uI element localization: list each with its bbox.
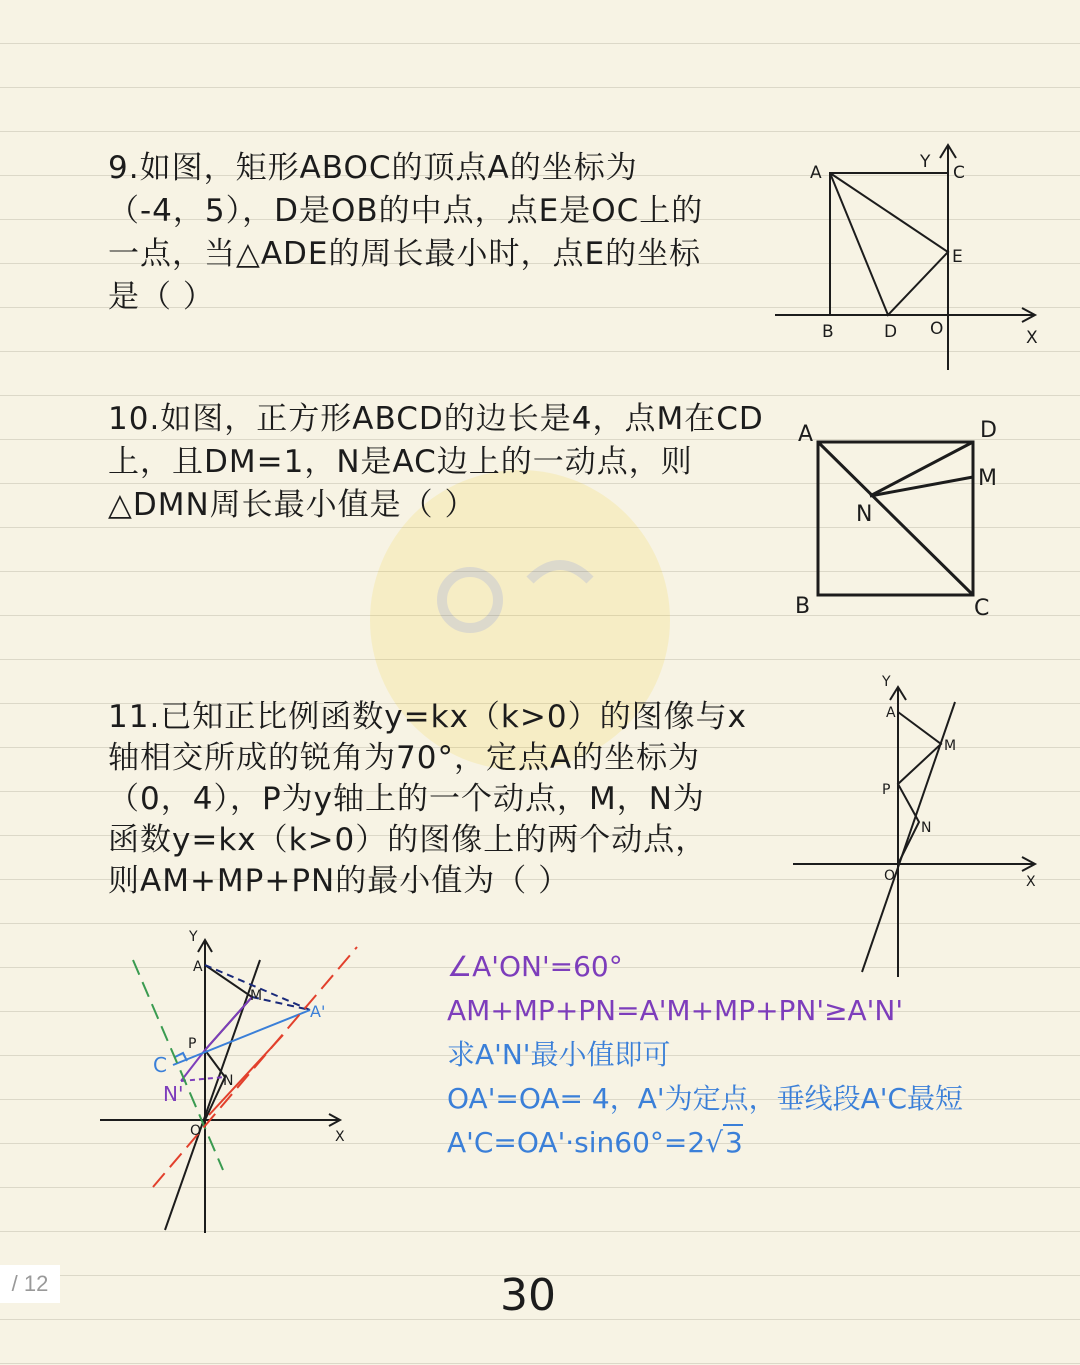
problem-10-line-3: △DMN周长最小值是（ ） bbox=[108, 487, 477, 523]
sqrt-symbol: √ bbox=[705, 1126, 724, 1159]
label-c: C bbox=[953, 163, 965, 183]
label-b: B bbox=[795, 594, 811, 619]
label-b: B bbox=[822, 322, 834, 342]
solution-line-1: ∠A'ON'=60° bbox=[447, 950, 623, 983]
problem-9 bbox=[108, 147, 703, 319]
label-a-prime: A' bbox=[310, 1002, 326, 1021]
label-y: Y bbox=[189, 929, 198, 945]
problem-9-line-1: 9.如图，矩形ABOC的顶点A的坐标为 bbox=[108, 150, 638, 186]
problem-11-line-2: 轴相交所成的锐角为70°，定点A的坐标为 bbox=[108, 740, 701, 776]
solution-line-4: OA'=OA= 4，A'为定点，垂线段A'C最短 bbox=[447, 1082, 963, 1115]
problem-11-line-5: 则AM+MP+PN的最小值为（ ） bbox=[108, 863, 571, 899]
label-a: A bbox=[798, 422, 814, 447]
solution-text bbox=[447, 945, 963, 1165]
problem-11 bbox=[108, 697, 747, 902]
label-x: X bbox=[335, 1129, 345, 1145]
solution-line-3: 求A'N'最小值即可 bbox=[447, 1038, 671, 1071]
solution-line-2: AM+MP+PN=A'M+MP+PN'≥A'N' bbox=[447, 994, 904, 1027]
label-c: C bbox=[153, 1053, 167, 1077]
problem-10-figure bbox=[790, 415, 1020, 625]
problem-11-line-1: 11.已知正比例函数y=kx（k>0）的图像与x bbox=[108, 699, 747, 735]
problem-11-line-4: 函数y=kx（k>0）的图像上的两个动点， bbox=[108, 822, 708, 858]
problem-9-line-2: （-4，5），D是OB的中点，点E是OC上的 bbox=[108, 193, 704, 229]
label-x: X bbox=[1026, 874, 1036, 890]
page-number: 30 bbox=[500, 1270, 556, 1321]
solution-line-5-radicand: 3 bbox=[725, 1126, 743, 1159]
label-y: Y bbox=[882, 674, 891, 690]
label-o: O bbox=[930, 319, 944, 339]
label-c: C bbox=[974, 596, 990, 621]
label-d: D bbox=[980, 418, 997, 443]
label-e: E bbox=[952, 247, 963, 267]
page-counter: / 12 bbox=[0, 1265, 60, 1303]
label-x: X bbox=[1026, 328, 1038, 348]
label-m: M bbox=[944, 738, 957, 754]
label-o: O bbox=[884, 868, 896, 884]
label-a: A bbox=[193, 959, 203, 975]
label-a: A bbox=[810, 163, 822, 183]
problem-9-line-4: 是（ ） bbox=[108, 279, 215, 315]
label-p: P bbox=[882, 782, 891, 798]
problem-11-figure bbox=[790, 672, 1050, 982]
label-n: N bbox=[856, 502, 873, 527]
label-n: N bbox=[223, 1073, 234, 1089]
label-m: M bbox=[978, 466, 997, 491]
problem-9-figure bbox=[760, 140, 1060, 380]
problem-11-line-3: （0，4），P为y轴上的一个动点，M，N为 bbox=[108, 781, 705, 817]
label-a: A bbox=[886, 705, 896, 721]
label-m: M bbox=[250, 988, 263, 1004]
problem-10 bbox=[108, 398, 764, 527]
label-n-prime: N' bbox=[163, 1082, 184, 1106]
problem-10-line-2: 上，且DM=1，N是AC边上的一动点，则 bbox=[108, 444, 693, 480]
label-n: N bbox=[921, 820, 932, 836]
solution-figure bbox=[95, 925, 385, 1245]
solution-line-5 bbox=[447, 1121, 963, 1165]
problem-9-line-3: 一点，当△ADE的周长最小时，点E的坐标 bbox=[108, 236, 702, 272]
problem-10-line-1: 10.如图，正方形ABCD的边长是4，点M在CD bbox=[108, 401, 764, 437]
label-d: D bbox=[884, 322, 898, 342]
label-p: P bbox=[188, 1036, 197, 1052]
solution-line-5-prefix: A'C=OA'·sin60°=2 bbox=[447, 1126, 706, 1159]
label-y: Y bbox=[920, 152, 931, 172]
label-o: O bbox=[190, 1123, 202, 1139]
